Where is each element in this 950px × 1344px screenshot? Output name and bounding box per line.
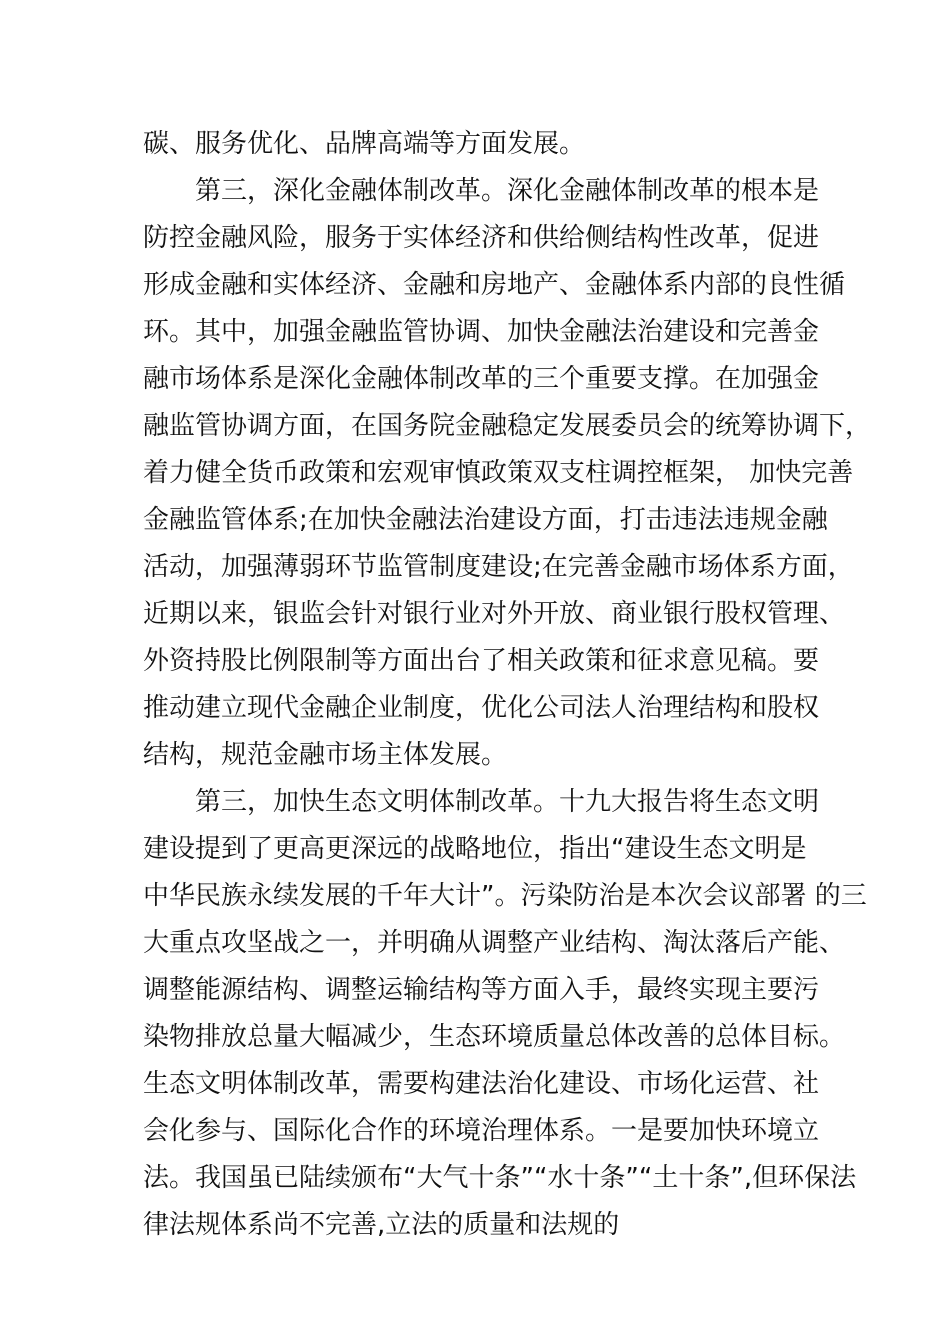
text-line-23: 法。我国虽已陆续颁布“大气十条”“水十条”“土十条”,但环保法 <box>143 1163 857 1193</box>
text-line-1: 碳、服务优化、品牌高端等方面发展。 <box>143 129 586 159</box>
text-line-17: 中华民族永续发展的千年大计”。污染防治是本次会议部署 的三 <box>143 881 867 911</box>
text-line-8: 着力健全货币政策和宏观审慎政策双支柱调控框架， 加快完善 <box>143 458 854 488</box>
text-line-20: 染物排放总量大幅减少，生态环境质量总体改善的总体目标。 <box>143 1022 846 1052</box>
text-line-14: 结构，规范金融市场主体发展。 <box>143 740 508 770</box>
text-line-13: 推动建立现代金融企业制度，优化公司法人治理结构和股权 <box>143 693 820 723</box>
text-line-18: 大重点攻坚战之一，并明确从调整产业结构、淘汰落后产能、 <box>143 928 846 958</box>
text-line-21: 生态文明体制改革，需要构建法治化建设、市场化运营、社 <box>143 1069 820 1099</box>
text-line-6: 融市场体系是深化金融体制改革的三个重要支撑。在加强金 <box>143 364 820 394</box>
text-line-9: 金融监管体系;在加快金融法治建设方面，打击违法违规金融 <box>143 505 828 535</box>
text-line-24: 律法规体系尚不完善,立法的质量和法规的 <box>143 1210 620 1240</box>
paragraph-start-line-15: 第三，加快生态文明体制改革。十九大报告将生态文明 <box>195 787 820 817</box>
text-line-5: 环。其中，加强金融监管协调、加快金融法治建设和完善金 <box>143 317 820 347</box>
text-line-19: 调整能源结构、调整运输结构等方面入手，最终实现主要污 <box>143 975 820 1005</box>
text-line-11: 近期以来，银监会针对银行业对外开放、商业银行股权管理、 <box>143 599 846 629</box>
text-line-10: 活动，加强薄弱环节监管制度建设;在完善金融市场体系方面， <box>143 552 854 582</box>
text-line-22: 会化参与、国际化合作的环境治理体系。一是要加快环境立 <box>143 1116 820 1146</box>
paragraph-start-line-2: 第三，深化金融体制改革。深化金融体制改革的根本是 <box>195 176 820 206</box>
body-text <box>143 121 872 1249</box>
text-line-16: 建设提到了更高更深远的战略地位，指出“建设生态文明是 <box>143 834 807 864</box>
text-line-12: 外资持股比例限制等方面出台了相关政策和征求意见稿。要 <box>143 646 820 676</box>
text-line-3: 防控金融风险，服务于实体经济和供给侧结构性改革，促进 <box>143 223 820 253</box>
text-line-7: 融监管协调方面，在国务院金融稳定发展委员会的统筹协调下， <box>143 411 872 441</box>
text-line-4: 形成金融和实体经济、金融和房地产、金融体系内部的良性循 <box>143 270 846 300</box>
